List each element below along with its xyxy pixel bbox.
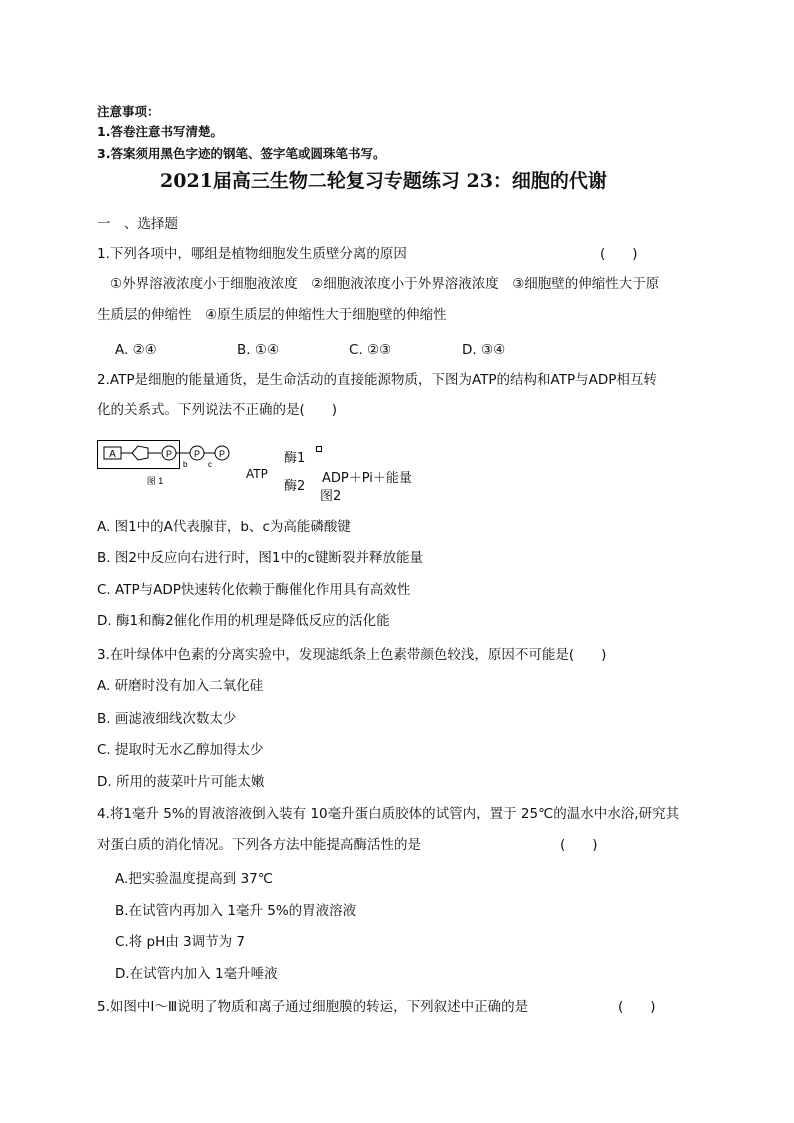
notice-heading: 注意事项： — [97, 104, 160, 119]
question-1-statements: ①外界溶液浓度小于细胞液浓度 ②细胞液浓度小于外界溶液浓度 ③细胞壁的伸缩性大于原 — [110, 276, 660, 292]
answer-bracket: ( ) — [600, 246, 638, 262]
option: A. 研磨时没有加入二氧化硅 — [97, 678, 264, 694]
option: C. 提取时无水乙醇加得太少 — [97, 742, 264, 758]
enzyme-2-label: 酶2 — [284, 479, 306, 494]
question-4-stem: 对蛋白质的消化情况。下列各方法中能提高酶活性的是 — [97, 837, 421, 853]
atp-label: ATP — [246, 467, 268, 481]
option: C. ATP与ADP快速转化依赖于酶催化作用具有高效性 — [97, 582, 411, 598]
notice-item: 1.答卷注意书写清楚。 — [97, 124, 223, 139]
option: A. 图1中的A代表腺苷，b、c为高能磷酸键 — [97, 519, 351, 535]
bond-c-label: c — [208, 460, 212, 469]
adenine-label: A — [109, 449, 116, 460]
phosphate-label: P — [218, 449, 226, 459]
bond-b-label: b — [183, 460, 188, 469]
answer-bracket: ( ) — [560, 837, 598, 853]
phosphate-label: P — [193, 449, 201, 459]
phosphate-label: P — [165, 449, 173, 459]
atp-structure-figure — [97, 440, 247, 490]
reaction-arrow-icon — [316, 446, 322, 452]
option: A.把实验温度提高到 37℃ — [115, 871, 273, 887]
option: B. 画滤液细线次数太少 — [97, 711, 237, 727]
question-1-statements: 生质层的伸缩性 ④原生质层的伸缩性大于细胞壁的伸缩性 — [97, 307, 447, 323]
figure-2-caption: 图2 — [320, 489, 342, 504]
option: B. ①④ — [237, 342, 280, 358]
reaction-products: ADP＋Pi＋能量 — [322, 471, 412, 486]
question-3-stem: 3.在叶绿体中色素的分离实验中，发现滤纸条上色素带颜色较浅，原因不可能是( ) — [97, 647, 607, 663]
option: D. 所用的菠菜叶片可能太嫩 — [97, 774, 265, 790]
option: B.在试管内再加入 1毫升 5%的胃液溶液 — [115, 903, 357, 919]
option: D. ③④ — [462, 342, 506, 358]
question-1-stem: 1.下列各项中，哪组是植物细胞发生质壁分离的原因 — [97, 246, 407, 262]
page-title: 2021届高三生物二轮复习专题练习 23：细胞的代谢 — [160, 170, 607, 192]
option: C.将 pH由 3调节为 7 — [115, 934, 245, 950]
notice-item: 3.答案须用黑色字迹的钢笔、签字笔或圆珠笔书写。 — [97, 146, 386, 161]
ribose-pentagon — [132, 446, 148, 460]
option: B. 图2中反应向右进行时，图1中的c键断裂并释放能量 — [97, 550, 423, 566]
option: C. ②③ — [349, 342, 392, 358]
question-4-stem: 4.将1毫升 5%的胃液溶液倒入装有 10毫升蛋白质胶体的试管内，置于 25℃的温水中水浴,研究其 — [97, 806, 680, 822]
question-5-stem: 5.如图中Ⅰ～Ⅲ说明了物质和离子通过细胞膜的转运，下列叙述中正确的是 — [97, 999, 529, 1015]
option: D. 酶1和酶2催化作用的机理是降低反应的活化能 — [97, 613, 390, 629]
figure-1-caption: 图 1 — [146, 476, 164, 486]
question-2-stem: 2.ATP是细胞的能量通货，是生命活动的直接能源物质，下图为ATP的结构和ATP与ADP相互转 — [97, 372, 657, 388]
answer-bracket: ( ) — [618, 999, 656, 1015]
section-heading: 一 、选择题 — [97, 216, 178, 232]
enzyme-1-label: 酶1 — [284, 451, 306, 466]
question-2-stem: 化的关系式。下列说法不正确的是( ) — [97, 402, 338, 418]
option: A. ②④ — [115, 342, 157, 358]
option: D.在试管内加入 1毫升唾液 — [115, 966, 278, 982]
